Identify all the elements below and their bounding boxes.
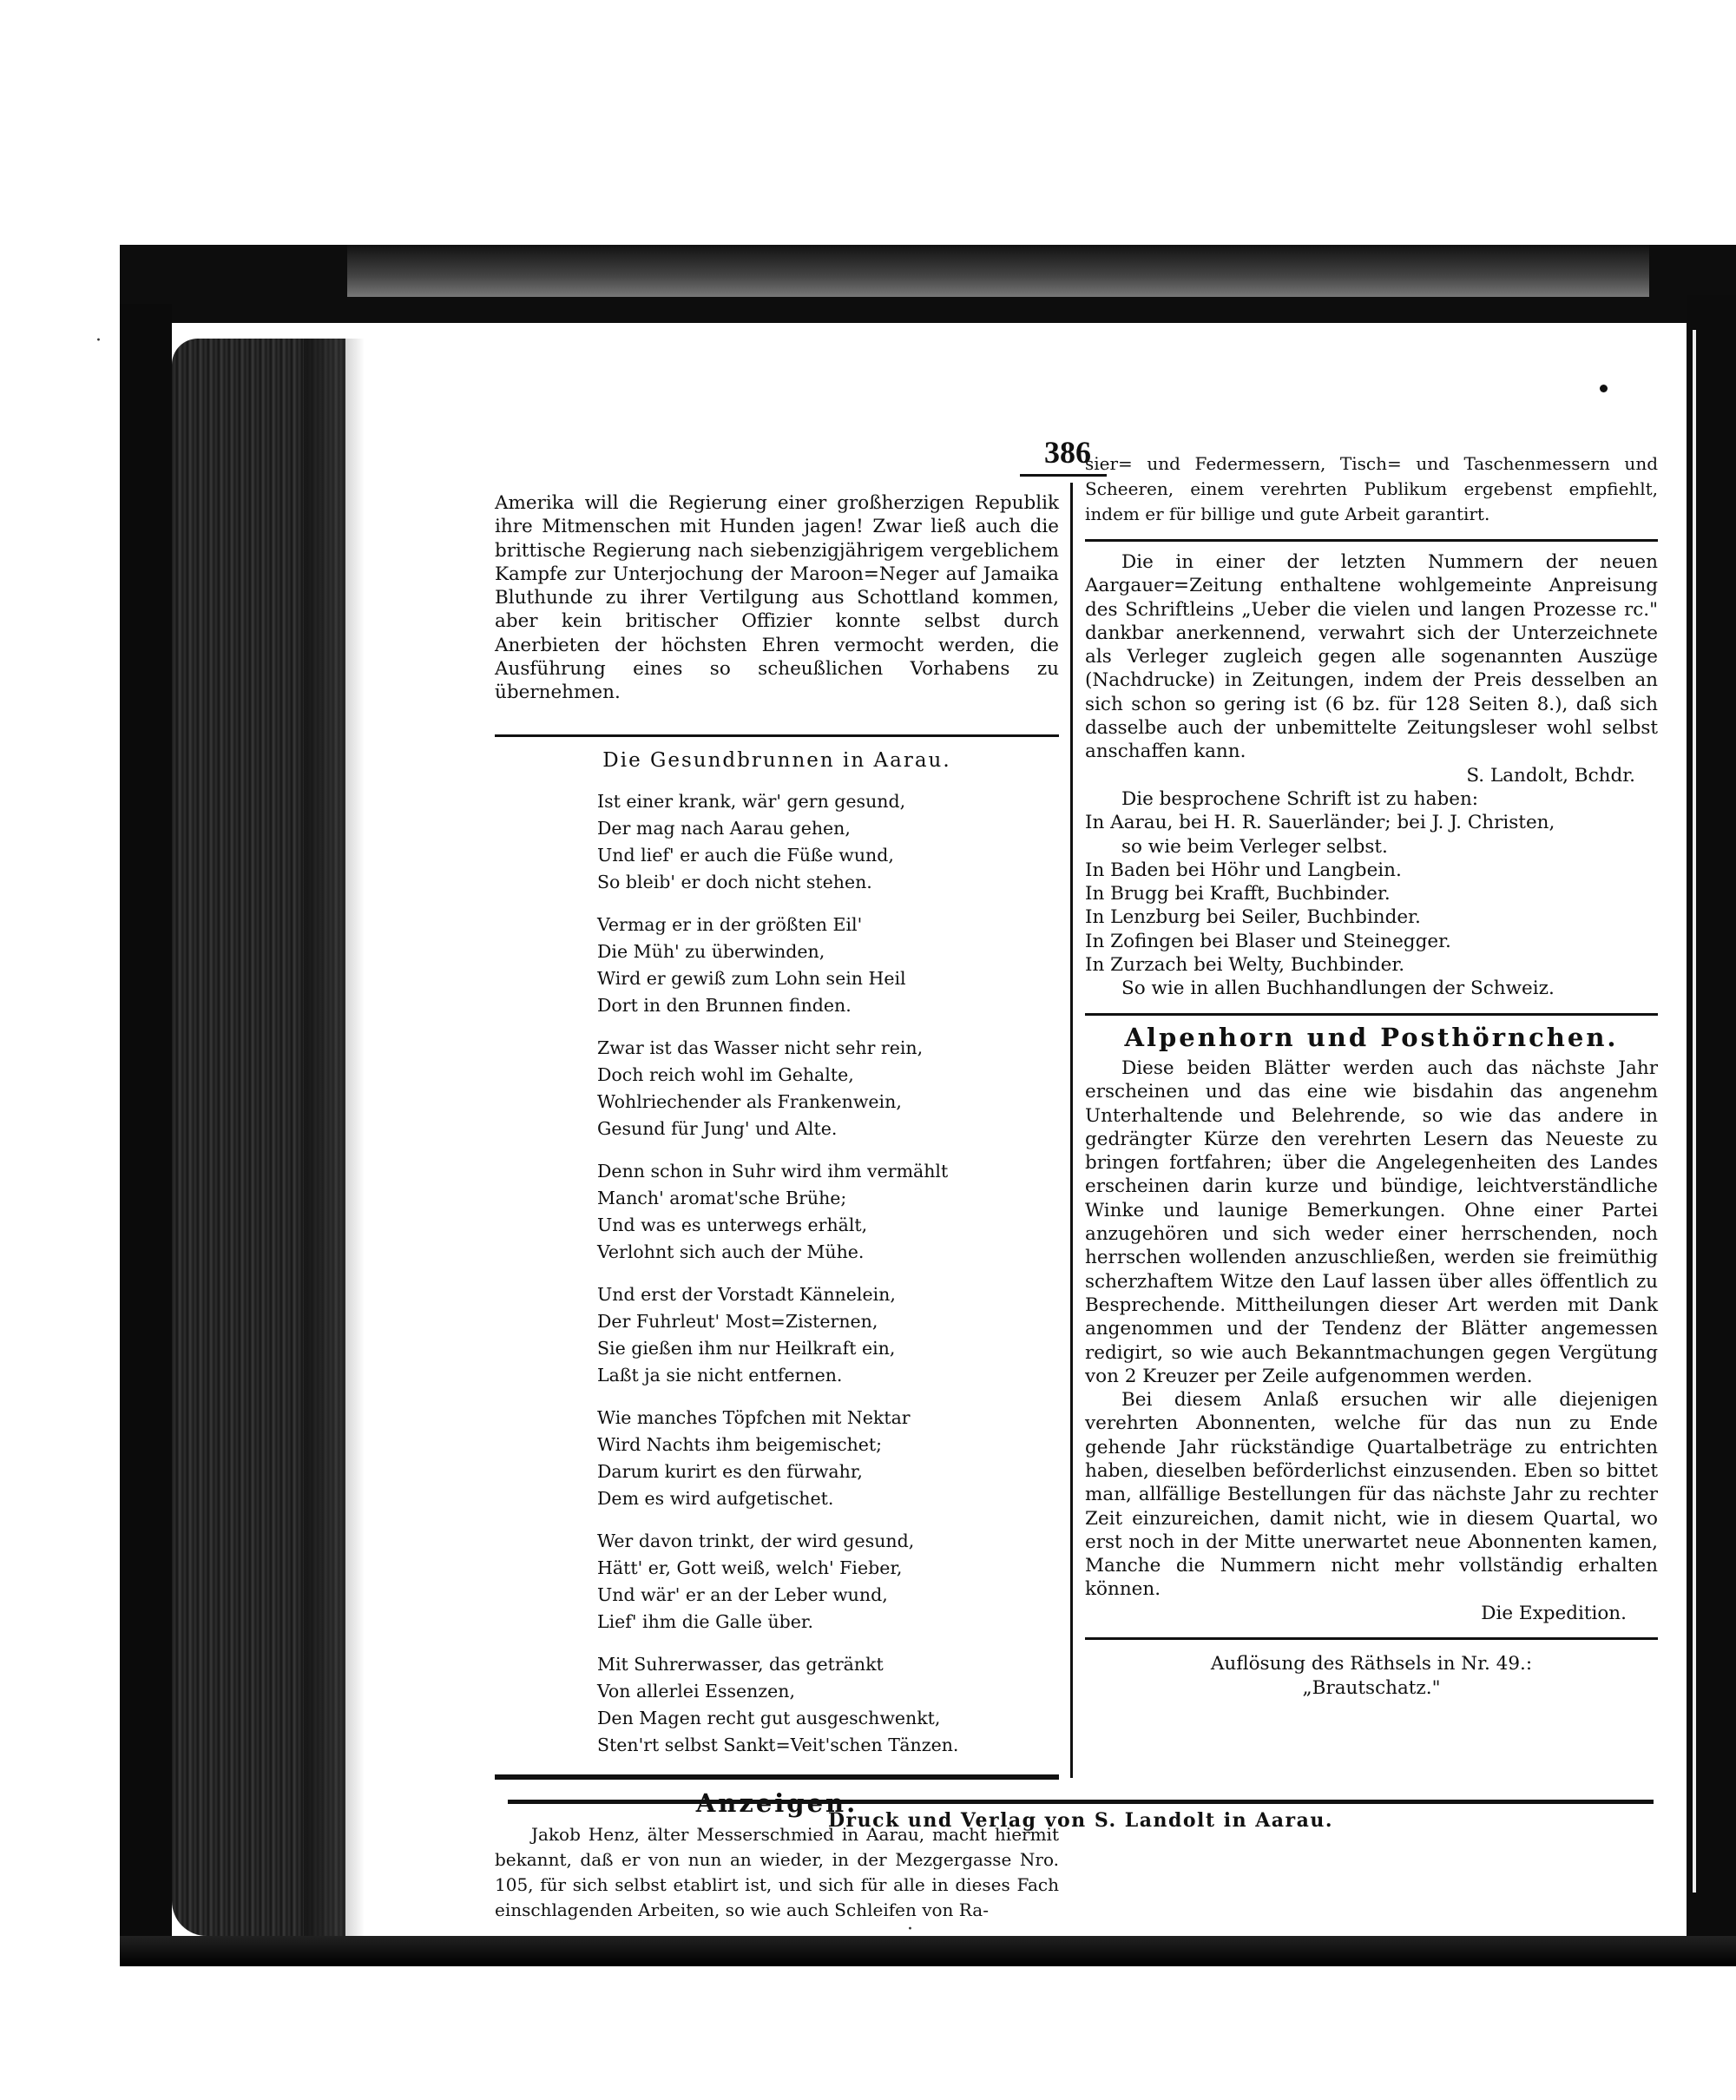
poem-line: Und lief' er auch die Füße wund,: [597, 844, 894, 866]
poem-line: Von allerlei Essenzen,: [597, 1680, 796, 1702]
notice-paragraph: Die in einer der letzten Nummern der neuen Aargauer=Zeitung enthaltene wohlgemeinte Anpreisung des Schriftleins „Ueber die vielen und langen Prozesse rc." dankbar anerkennend, verwahrt sich der Unterzeichnete als Verleger zugleich gegen alle sogenannten Auszüge (Nachdrucke) in Zeitungen, indem der Preis desselben an sich schon so gering ist (6 bz. für 128 Seiten 8.), daß sich dasselbe auch der unbemittelte Zeitungsleser wohl selbst anschaffen kann.: [1085, 551, 1658, 763]
right-page-edge-line: [1693, 330, 1696, 1893]
henz-advert-continued: sier= und Federmessern, Tisch= und Taschenmessern und Scheeren, einem verehrten Publikum ergebenst empfiehlt, indem er für billige und gute Arbeit garantirt.: [1085, 453, 1658, 524]
ink-dot: [1600, 385, 1608, 392]
poem-line: So bleib' er doch nicht stehen.: [597, 871, 872, 892]
availability-line: In Baden bei Höhr und Langbein.: [1085, 859, 1402, 881]
availability-line: So wie in allen Buchhandlungen der Schweiz.: [1121, 978, 1555, 1000]
section-divider: [1085, 1013, 1658, 1016]
poem-stanza: [597, 788, 1059, 896]
margin-speck: ·: [907, 1919, 913, 1940]
section-divider: [1085, 539, 1658, 542]
expedition-signature: Die Expedition.: [1481, 1602, 1627, 1624]
poem-line: Dem es wird aufgetischet.: [597, 1487, 834, 1509]
section-divider: [1085, 1637, 1658, 1640]
alpenhorn-paragraph-2: Bei diesem Anlaß ersuchen wir alle diejenigen verehrten Abonnenten, welche für das nun zu Ende gehende Jahr rückständige Quartalbeträge zu entrichten haben, dieselben beförderlichst einzusenden. Eben so bittet man, allfällige Bestellungen für das nächste Jahr zu rechter Zeit einzureichen, damit nicht, wie in diesem Quartal, wo erst noch in der Mitte unerwartet neue Abonnenten kamen, Manche die Nummern nicht mehr vollständig erhalten können.: [1085, 1389, 1658, 1601]
poem-stanza: [597, 1405, 1059, 1512]
poem-line: Gesund für Jung' und Alte.: [597, 1117, 838, 1139]
poem-line: Und erst der Vorstadt Kännelein,: [597, 1283, 896, 1305]
poem-line: Wird Nachts ihm beigemischet;: [597, 1433, 883, 1455]
availability-line: In Zofingen bei Blaser und Steinegger.: [1085, 930, 1451, 952]
alpenhorn-paragraph-1: Diese beiden Blätter werden auch das nächste Jahr erscheinen und das eine wie bisdahin das angenehm Unterhaltende und Belehrende, so wie das andere in gedrängter Kürze den verehrten Lesern das Neueste zu bringen fortfahren; über die Angelegenheiten des Landes erscheinen darin kurze und bündige, leichtverständliche Winke und launige Bemerkungen. Ohne einer Partei anzugehören und sich weder einer herrschenden, noch herrschen wollenden anzuschließen, werden sie freimüthig scherzhaftem Witze den Lauf lassen über alles öffentlich zu Besprechende. Mittheilungen dieser Art werden mit Dank angenommen und der Tendenz der Blätter angemessen redigirt, so wie auch Bekanntmachungen gegen Vergütung von 2 Kreuzer per Zeile aufgenommen werden.: [1085, 1057, 1658, 1387]
poem-title: Die Gesundbrunnen in Aarau.: [602, 748, 951, 772]
poem-line: Wird er gewiß zum Lohn sein Heil: [597, 967, 906, 989]
poem-line: Darum kurirt es den fürwahr,: [597, 1460, 863, 1482]
poem-stanza: [597, 1281, 1059, 1389]
bottom-shadow: [120, 1936, 1736, 1966]
poem-line: Sie gießen ihm nur Heilkraft ein,: [597, 1337, 896, 1359]
availability-line: In Aarau, bei H. R. Sauerländer; bei J. J. Christen,: [1085, 812, 1555, 834]
poem-line: Laßt ja sie nicht entfernen.: [597, 1364, 843, 1386]
poem-line: Verlohnt sich auch der Mühe.: [597, 1241, 865, 1262]
availability-intro: Die besprochene Schrift ist zu haben:: [1121, 787, 1479, 810]
poem-line: Manch' aromat'sche Brühe;: [597, 1187, 847, 1208]
poem-line: Zwar ist das Wasser nicht sehr rein,: [597, 1037, 924, 1058]
poem-line: Und wär' er an der Leber wund,: [597, 1583, 888, 1605]
availability-line: so wie beim Verleger selbst.: [1121, 835, 1388, 858]
left-column: [495, 491, 1059, 1923]
poem-line: Ist einer krank, wär' gern gesund,: [597, 790, 906, 812]
column-divider: [1070, 483, 1073, 1778]
poem-line: Wer davon trinkt, der wird gesund,: [597, 1530, 915, 1551]
margin-speck: ·: [95, 330, 102, 352]
riddle-solution-line: Auflösung des Räthsels in Nr. 49.:: [1210, 1653, 1533, 1675]
poem-stanza: [597, 1158, 1059, 1266]
availability-line: In Zurzach bei Welty, Buchbinder.: [1085, 954, 1405, 977]
poem-line: Denn schon in Suhr wird ihm vermählt: [597, 1160, 949, 1182]
availability-line: In Brugg bei Krafft, Buchbinder.: [1085, 883, 1391, 905]
section-divider: [495, 1774, 1059, 1780]
poem-stanza: [597, 1528, 1059, 1636]
poem-line: Mit Suhrerwasser, das getränkt: [597, 1653, 884, 1675]
poem-line: Dort in den Brunnen finden.: [597, 994, 852, 1016]
poem-stanza: [597, 1035, 1059, 1142]
section-divider: [495, 734, 1059, 737]
poem-line: Doch reich wohl im Gehalte,: [597, 1063, 854, 1085]
poem-stanza: [597, 1651, 1059, 1759]
poem-line: Hätt' er, Gott weiß, welch' Fieber,: [597, 1557, 903, 1578]
henz-advert-start: Jakob Henz, älter Messerschmied in Aarau, macht hiermit bekannt, daß er von nun an wieder, in der Mezgergasse Nro. 105, für sich selbst etablirt ist, und sich für alle in dieses Fach einschlagenden Arbeiten, so wie auch Schleifen von Ra-: [495, 1824, 1059, 1921]
poem-line: Wohlriechender als Frankenwein,: [597, 1090, 902, 1112]
footer-rule: [508, 1800, 1654, 1804]
poem-stanza: [597, 912, 1059, 1019]
printer-imprint: Druck und Verlag von S. Landolt in Aarau.: [827, 1809, 1334, 1832]
intro-paragraph: Amerika will die Regierung einer großherzigen Republik ihre Mitmenschen mit Hunden jagen! Zwar ließ auch die brittische Regierung nach siebenzigjährigem vergeblichem Kampfe zur Unterjochung der Maroon=Neger auf Jamaika Bluthunde zu ihrer Vertilgung aus Schottland kommen, aber kein britischer Offizier konnte selbst durch Anerbieten der höchsten Ehren vermocht werden, die Ausführung eines so scheußlichen Vorhabens zu übernehmen.: [495, 492, 1059, 704]
poem-line: Vermag er in der größten Eil': [597, 913, 863, 935]
page-number: 386: [1044, 435, 1091, 470]
availability-list: [1085, 811, 1658, 1000]
poem-line: Den Magen recht gut ausgeschwenkt,: [597, 1707, 941, 1728]
poem-line: Die Müh' zu überwinden,: [597, 940, 825, 962]
poem-line: Der mag nach Aarau gehen,: [597, 817, 851, 839]
book-edge-shade: [304, 339, 365, 1936]
right-column: [1085, 451, 1658, 1701]
scan-top-gradient: [347, 245, 1649, 297]
availability-line: In Lenzburg bei Seiler, Buchbinder.: [1085, 906, 1421, 929]
notice-signature: S. Landolt, Bchdr.: [1466, 764, 1635, 787]
poem-line: Sten'rt selbst Sankt=Veit'schen Tänzen.: [597, 1734, 959, 1755]
poem-line: Der Fuhrleut' Most=Zisternen,: [597, 1310, 878, 1332]
poem-line: Lief' ihm die Galle über.: [597, 1610, 813, 1632]
riddle-solution-answer: „Brautschatz.": [1302, 1677, 1441, 1700]
alpenhorn-heading: Alpenhorn und Posthörnchen.: [1124, 1022, 1619, 1052]
book-spine: [120, 304, 172, 1936]
poem-line: Und was es unterwegs erhält,: [597, 1214, 868, 1235]
poem-line: Wie manches Töpfchen mit Nektar: [597, 1406, 911, 1428]
